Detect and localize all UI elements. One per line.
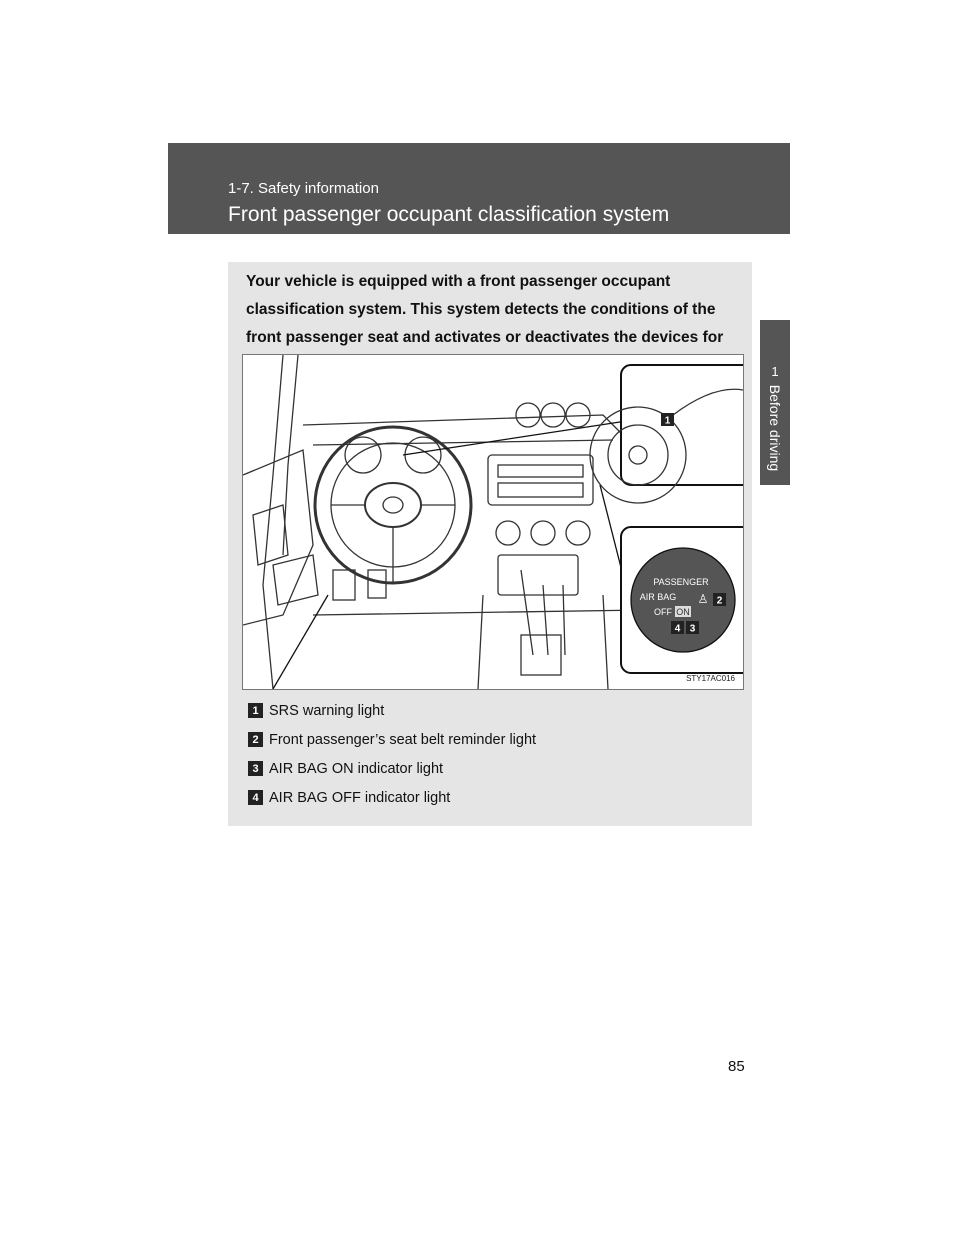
legend-text: AIR BAG OFF indicator light xyxy=(269,789,451,806)
legend-number: 2 xyxy=(248,732,263,747)
page-title: Front passenger occupant classification system xyxy=(228,203,670,226)
dashboard-drawing xyxy=(243,355,743,689)
panel-off: OFF xyxy=(654,607,672,617)
section-title: 1-7. Safety information xyxy=(228,180,379,197)
legend-item xyxy=(248,725,536,754)
legend-text: SRS warning light xyxy=(269,702,385,719)
legend-text: AIR BAG ON indicator light xyxy=(269,760,444,777)
content-box xyxy=(228,262,752,826)
legend-list xyxy=(248,696,536,812)
legend-number: 4 xyxy=(248,790,263,805)
callout-3: 3 xyxy=(689,623,696,635)
legend-item xyxy=(248,783,536,812)
seatbelt-icon: ♙ xyxy=(697,592,709,606)
legend-text: Front passenger’s seat belt reminder light xyxy=(269,731,537,748)
legend-item xyxy=(248,754,536,783)
dashboard-illustration xyxy=(242,354,744,690)
panel-passenger: PASSENGER xyxy=(653,577,709,587)
chapter-tab xyxy=(760,320,790,485)
legend-item xyxy=(248,696,536,725)
legend-number: 1 xyxy=(248,703,263,718)
figure-code: STY17AC016 xyxy=(686,674,735,683)
intro-paragraph: Your vehicle is equipped with a front passenger occupant classification system. This system detects the conditions of the front passenger seat and activates or deactivates the devices for xyxy=(246,273,724,346)
page-number: 85 xyxy=(728,1058,745,1075)
callout-2: 2 xyxy=(716,595,723,607)
panel-airbag: AIR BAG xyxy=(639,592,677,602)
page-header xyxy=(168,143,790,234)
legend-number: 3 xyxy=(248,761,263,776)
chapter-label: Before driving xyxy=(767,384,783,472)
panel-on: ON xyxy=(676,607,690,617)
chapter-number: 1 xyxy=(771,364,779,379)
callout-4: 4 xyxy=(674,623,681,635)
callout-1: 1 xyxy=(664,415,671,427)
